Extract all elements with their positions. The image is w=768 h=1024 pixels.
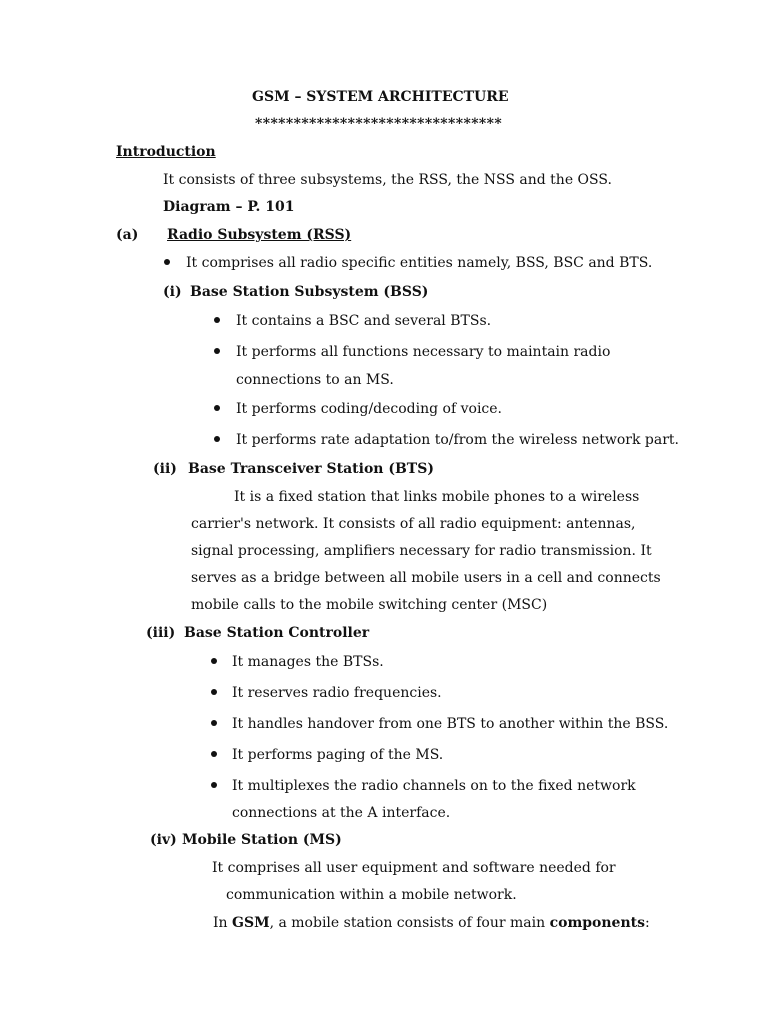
introduction-text: It consists of three subsystems, the RSS, the NSS and the OSS. [163, 172, 612, 188]
title-divider-stars: ******************************** [255, 116, 503, 132]
bsc-bullet: It manages the BTSs. [232, 654, 384, 670]
bullet-icon [214, 348, 220, 354]
bullet-icon [214, 405, 220, 411]
ms-paragraph-line: It comprises all user equipment and software needed for [212, 860, 616, 876]
section-marker-i: (i) [163, 284, 182, 300]
bts-paragraph-line: carrier's network. It consists of all radio equipment: antennas, [191, 516, 636, 532]
rss-heading: Radio Subsystem (RSS) [167, 227, 352, 243]
bsc-bullet: It performs paging of the MS. [232, 747, 444, 763]
bss-bullet-continuation: connections to an MS. [236, 372, 394, 388]
ms-paragraph-line: communication within a mobile network. [226, 887, 517, 903]
section-marker-iv: (iv) [150, 832, 177, 848]
bullet-icon [214, 436, 220, 442]
diagram-reference: Diagram – P. 101 [163, 199, 295, 215]
bullet-icon [211, 720, 217, 726]
bullet-icon [214, 317, 220, 323]
rss-bullet: It comprises all radio specific entities namely, BSS, BSC and BTS. [186, 255, 653, 271]
bullet-icon [211, 751, 217, 757]
section-marker-ii: (ii) [153, 461, 177, 477]
bts-heading: Base Transceiver Station (BTS) [188, 461, 434, 477]
introduction-heading: Introduction [116, 144, 216, 160]
bts-paragraph-line: signal processing, amplifiers necessary for radio transmission. It [191, 543, 652, 559]
ms-components-term: components [549, 915, 645, 931]
section-marker-iii: (iii) [146, 625, 176, 641]
bss-heading: Base Station Subsystem (BSS) [190, 284, 429, 300]
bullet-icon [211, 782, 217, 788]
bsc-bullet: It reserves radio frequencies. [232, 685, 442, 701]
ms-line-prefix: In [213, 915, 232, 931]
section-marker-a: (a) [116, 227, 139, 243]
bss-bullet: It performs coding/decoding of voice. [236, 401, 502, 417]
bullet-icon [211, 658, 217, 664]
ms-heading: Mobile Station (MS) [182, 832, 342, 848]
bsc-bullet: It multiplexes the radio channels on to the fixed network [232, 778, 636, 794]
bss-bullet: It contains a BSC and several BTSs. [236, 313, 492, 329]
bts-paragraph-line: mobile calls to the mobile switching center (MSC) [191, 597, 548, 613]
bullet-icon [211, 689, 217, 695]
bts-paragraph-line: It is a fixed station that links mobile phones to a wireless [234, 489, 640, 505]
ms-line-middle: , a mobile station consists of four main [269, 915, 550, 931]
ms-components-line [213, 914, 650, 932]
bsc-bullet-continuation: connections at the A interface. [232, 805, 451, 821]
ms-gsm-term: GSM [232, 915, 270, 931]
bss-bullet: It performs all functions necessary to maintain radio [236, 344, 611, 360]
page-title: GSM – SYSTEM ARCHITECTURE [252, 89, 509, 105]
bsc-bullet: It handles handover from one BTS to another within the BSS. [232, 716, 669, 732]
bullet-icon [164, 259, 170, 265]
bts-paragraph-line: serves as a bridge between all mobile users in a cell and connects [191, 570, 661, 586]
bss-bullet: It performs rate adaptation to/from the wireless network part. [236, 432, 679, 448]
bsc-heading: Base Station Controller [184, 625, 370, 641]
ms-line-suffix: : [645, 915, 650, 931]
